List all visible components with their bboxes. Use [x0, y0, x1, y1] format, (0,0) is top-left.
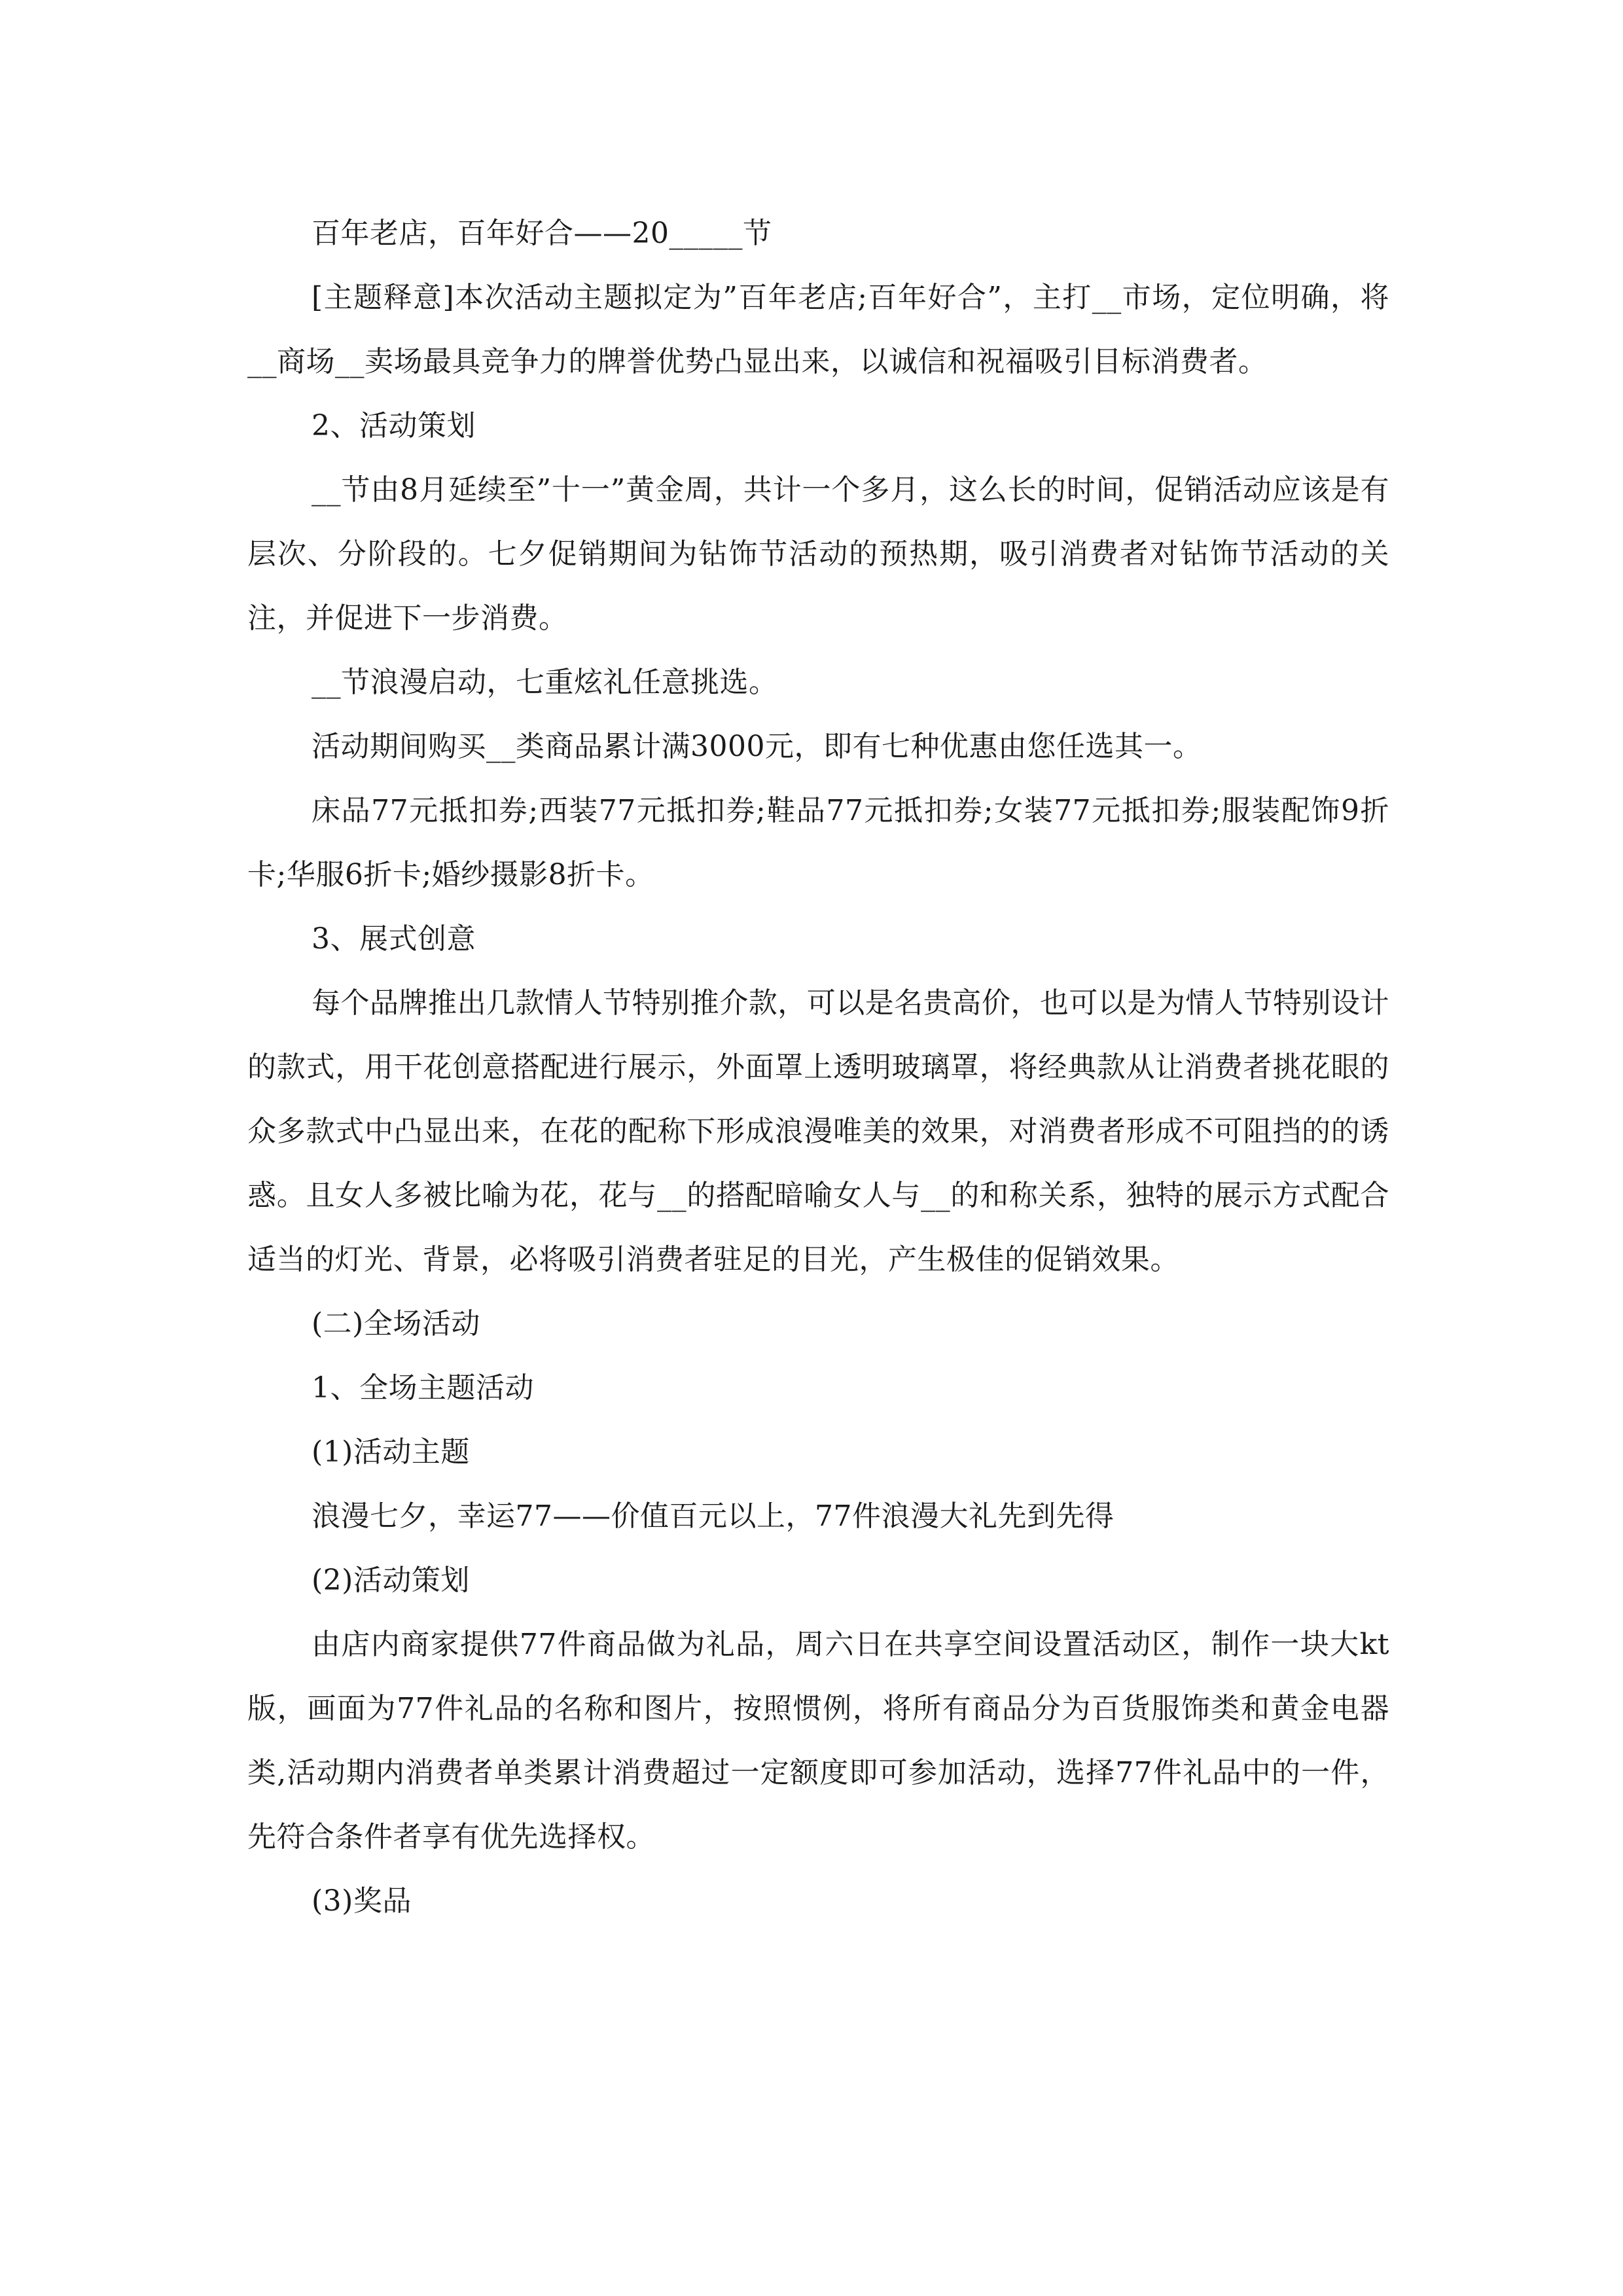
heading-activity-plan-2: (2)活动策划	[312, 1564, 470, 1597]
paragraph-activity-theme: 浪漫七夕，幸运77——价值百元以上，77件浪漫大礼先到先得	[312, 1499, 1115, 1533]
paragraph-display-idea: 每个品牌推出几款情人节特别推介款，可以是名贵高价，也可以是为情人节特别设计的款式，用干花创意搭配进行展示，外面罩上透明玻璃罩，将经典款从让消费者挑花眼的众多款式中凸显出来，在花的配称下形成浪漫唯美的效果，对消费者形成不可阻挡的的诱惑。且女人多被比喻为花，花与__的搭配暗喻女人与__的和称关系，独特的展示方式配合适当的灯光、背景，必将吸引消费者驻足的目光，产生极佳的促销效果。	[247, 986, 1389, 1276]
paragraph-coupon-list: 床品77元抵扣券;西装77元抵扣券;鞋品77元抵扣券;女装77元抵扣券;服装配饰9折卡;华服6折卡;婚纱摄影8折卡。	[247, 794, 1389, 891]
paragraph-purchase-offer: 活动期间购买__类商品累计满3000元，即有七种优惠由您任选其一。	[312, 730, 1202, 763]
paragraph-title: 百年老店，百年好合——20_____节	[312, 217, 772, 250]
document-body	[247, 202, 1389, 1933]
paragraph-activity-planning: __节由8月延续至”十一”黄金周，共计一个多月，这么长的时间，促销活动应该是有层次、分阶段的。七夕促销期间为钻饰节活动的预热期，吸引消费者对钻饰节活动的关注，并促进下一步消费。	[247, 473, 1389, 635]
heading-storewide-theme-activity: 1、全场主题活动	[312, 1371, 534, 1405]
heading-display-idea: 3、展式创意	[312, 922, 476, 956]
paragraph-theme-explanation: [主题释意]本次活动主题拟定为”百年老店;百年好合”，主打__市场，定位明确，将__商场__卖场最具竞争力的牌誉优势凸显出来，以诚信和祝福吸引目标消费者。	[247, 281, 1389, 378]
heading-prizes: (3)奖品	[312, 1884, 412, 1918]
heading-storewide-activity: (二)全场活动	[312, 1307, 480, 1340]
paragraph-activity-plan-2: 由店内商家提供77件商品做为礼品，周六日在共享空间设置活动区，制作一块大kt版，画面为77件礼品的名称和图片，按照惯例，将所有商品分为百货服饰类和黄金电器类,活动期内消费者单类累计消费超过一定额度即可参加活动，选择77件礼品中的一件，先符合条件者享有优先选择权。	[247, 1628, 1389, 1854]
heading-activity-planning: 2、活动策划	[312, 409, 476, 442]
paragraph-romantic-launch: __节浪漫启动，七重炫礼任意挑选。	[312, 666, 778, 699]
heading-activity-theme: (1)活动主题	[312, 1435, 470, 1469]
